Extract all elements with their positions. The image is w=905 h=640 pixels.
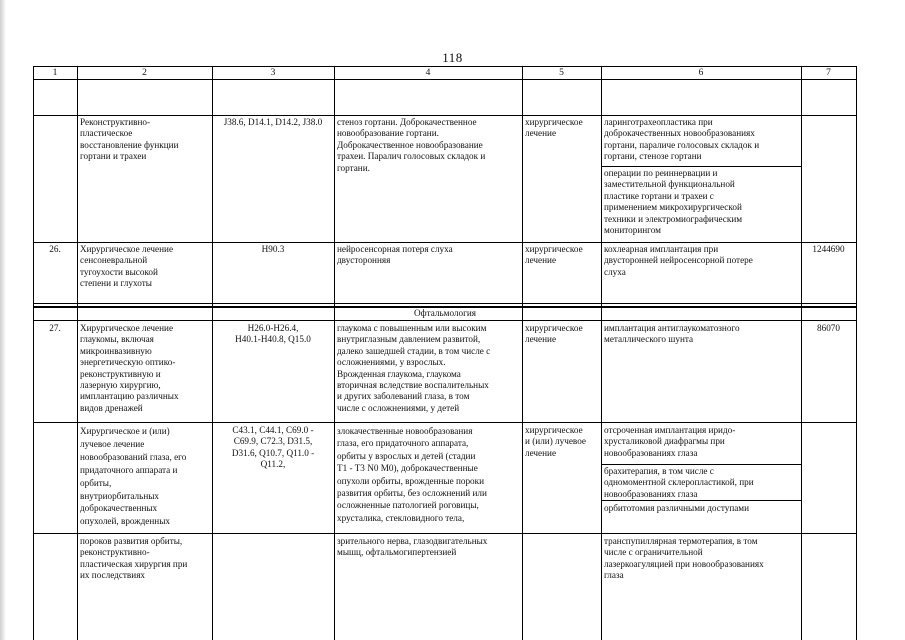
row-26-codes: H90.3 (261, 244, 285, 254)
row-separator (33, 115, 857, 116)
row-larynx-name: Реконструктивно- пластическое восстановление функции гортани и трахеи (80, 117, 179, 162)
row-27-model: глаукома с повышенным или высоким внутриглазным давлением развитой, далеко зашедшей стадии, в том числе с осложнениями, у взрослых. Врожденная глаукома, глаукома вторичная вследствие воспалительных и других заболеваний глаза, в том числе с осложнениями, у детей (337, 323, 491, 413)
row-27-cost: 86070 (817, 323, 840, 333)
row-orbit-method-4: транспупиллярная термотерапия, в том числе с ограничительной лазеркоагуляцией при новообразованиях глаза (604, 536, 764, 581)
row-orbit-name-part-2: пороков развития орбиты, реконструктивно- пластическая хирургия при их последствиях (80, 536, 188, 581)
row-27-name: Хирургическое лечение глаукомы, включая микроинвазивную энергетическую оптико- реконструктивную и лазерную хирургию, имплантацию различных видов дренажей (80, 323, 179, 413)
row-27-codes: H26.0-H26.4, H40.1-H40.8, Q15.0 (235, 323, 311, 345)
row-separator (33, 422, 857, 423)
header-col-7: 7 (826, 68, 831, 78)
row-26-number: 26. (49, 244, 61, 254)
col-border (601, 66, 602, 640)
row-26-treatment: хирургическое лечение (525, 244, 583, 266)
row-26-model: нейросенсорная потеря слуха двусторонняя (337, 244, 453, 266)
scan-left-edge (0, 0, 6, 640)
row-27-treatment: хирургическое лечение (525, 323, 583, 345)
row-separator (33, 303, 857, 304)
header-col-5: 5 (559, 68, 564, 78)
row-separator (33, 533, 857, 534)
row-larynx-method-1: ларинготрахеопластика при доброкачественных новообразованиях гортани, параличе голосовых складок и гортани, стенозе гортани (604, 117, 760, 162)
row-orbit-model-part-2: зрительного нерва, глазодвигательных мышц, офтальмогипертензией (337, 536, 488, 558)
method-separator (601, 464, 801, 465)
row-orbit-codes: C43.1, C44.1, C69.0 - C69.9, C72.3, D31.5, D31.6, Q10.7, Q11.0 - Q11.2, (231, 425, 315, 470)
section-title: Офтальмология (413, 308, 477, 318)
row-26-name: Хирургическое лечение сенсоневральной тугоухости высокой степени и глухоты (80, 244, 174, 289)
header-col-2: 2 (142, 68, 147, 78)
col-border (334, 66, 335, 640)
col-border (33, 66, 34, 640)
row-26-cost: 1244690 (812, 244, 845, 254)
table-border-right (856, 66, 857, 640)
header-separator (33, 79, 857, 80)
row-larynx-model: стеноз гортани. Доброкачественное новообразование гортани. Доброкачественное новообразование трахеи. Паралич голосовых складок и гортани. (337, 117, 486, 173)
row-larynx-treatment: хирургическое лечение (525, 117, 583, 139)
row-larynx-method-2: операции по реиннервации и заместительной функциональной пластике гортани и трахеи с применением микрохирургической техники и электромиографическим мониторингом (604, 168, 743, 236)
col-border (212, 66, 213, 640)
header-col-3: 3 (270, 68, 276, 78)
header-col-1: 1 (52, 68, 58, 78)
medical-care-table (33, 66, 857, 640)
row-orbit-treatment: хирургическое и (или) лучевое лечение (525, 425, 586, 458)
col-border (77, 66, 78, 640)
page-number: 118 (442, 50, 463, 65)
row-orbit-method-3: орбитотомия различными доступами (604, 503, 750, 513)
header-col-6: 6 (698, 68, 704, 78)
row-orbit-method-1: отсроченная имплантация иридо- хрусталиковой диафрагмы при новообразованиях глаза (604, 425, 736, 458)
row-orbit-name-part-1: Хирургическое и (или) лучевое лечение новообразований глаза, его придаточного аппарата и орбиты, внутриорбитальных доброкачественных опухолей, врожденных (80, 426, 187, 527)
row-orbit-method-2: брахитерапия, в том числе с одномоментной склеропластикой, при новообразованиях глаза (604, 466, 754, 499)
row-orbit-model-part-1: злокачественные новообразования глаза, его придаточного аппарата, орбиты у взрослых и детей (стадии T1 - T3 N0 M0), доброкачественные опухоли орбиты, врожденные пороки развития орбиты, без осложнений или осложненные патологией роговицы, хрусталика, стекловидного тела, (337, 426, 487, 523)
row-27-method: имплантация антиглаукоматозного металлического шунта (604, 323, 740, 345)
row-26-method: кохлеарная имплантация при двусторонней нейросенсорной потере слуха (604, 244, 753, 277)
row-larynx-codes: J38.6, D14.1, D14.2, J38.0 (223, 117, 323, 127)
row-27-number: 27. (49, 323, 61, 333)
method-separator (601, 166, 801, 167)
row-separator (33, 242, 857, 243)
section-separator (33, 320, 857, 321)
header-col-4: 4 (425, 68, 431, 78)
col-border (522, 66, 523, 640)
col-border (801, 66, 802, 640)
